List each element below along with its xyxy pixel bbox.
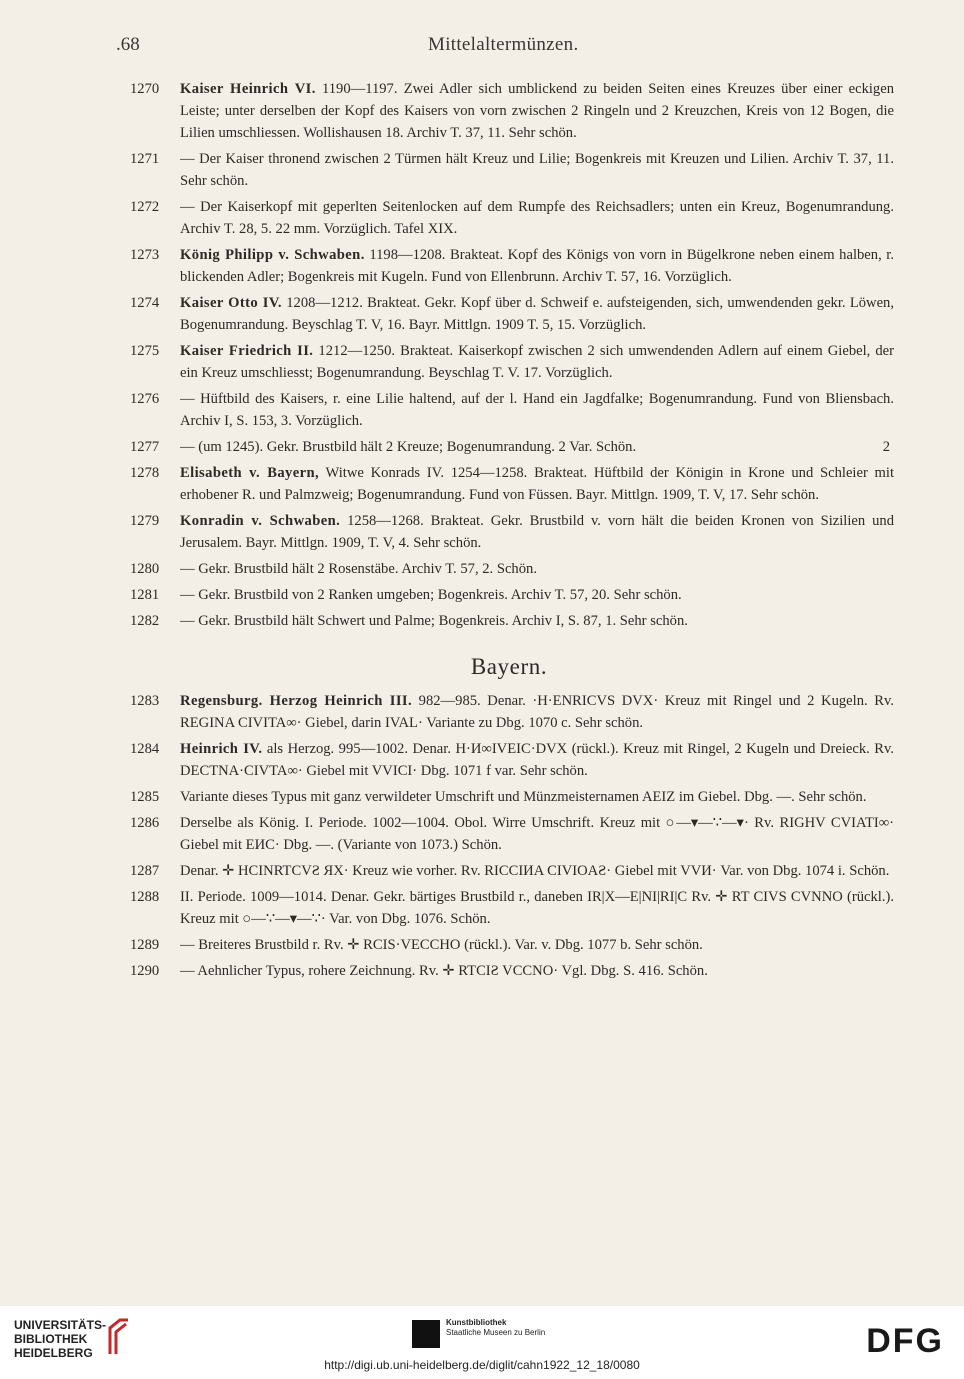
entry-body	[180, 886, 894, 930]
entry-body	[180, 388, 894, 432]
entry-number: 1290	[130, 963, 160, 979]
entry-body	[180, 584, 894, 606]
entry-number: 1282	[130, 613, 160, 629]
entry-body	[180, 558, 894, 580]
catalog-entry	[124, 960, 894, 982]
catalog-entry	[124, 860, 894, 882]
entry-number: 1288	[130, 889, 160, 905]
entry-text: 1198—1208. Brakteat. Kopf des Königs von vorn in Bügelkrone neben einem halben, r. blickenden Adler; Bogenkreis mit Kugeln. Fund von Ellenbrunn. Archiv T. 57, 16. Vorzüglich.	[180, 247, 895, 285]
entry-number: 1271	[130, 151, 160, 167]
entry-text: 982—985. Denar. ·H·ENRICVS DVX· Kreuz mit Ringel und 2 Kugeln. Rv. REGINA CIVITA∞· Giebel, darin IVAL· Variante zu Dbg. 1070 c. Sehr schön.	[180, 693, 894, 731]
entry-text: — Aehnlicher Typus, rohere Zeichnung. Rv. ✛ RTCIƧ VCCNO· Vgl. Dbg. S. 416. Schön.	[180, 963, 708, 979]
catalog-entry	[124, 244, 894, 288]
entry-body	[180, 738, 894, 782]
entry-body	[180, 610, 894, 632]
catalog-entry	[124, 558, 894, 580]
ub-line-2: BIBLIOTHEK	[14, 1332, 88, 1346]
entry-heading: Heinrich IV.	[180, 741, 263, 757]
kb-line-1: Kunstbibliothek	[446, 1318, 507, 1327]
catalog-entry	[124, 934, 894, 956]
entry-text: Variante dieses Typus mit ganz verwildeter Umschrift und Münzmeisternamen AEIZ im Giebel. Dbg. —. Sehr schön.	[180, 789, 867, 805]
entry-number: 1275	[130, 343, 160, 359]
catalog-entry	[124, 812, 894, 856]
catalog-entry	[124, 436, 894, 458]
catalog-entry	[124, 738, 894, 782]
footer-bar	[0, 1306, 964, 1379]
entry-count: 2	[882, 439, 890, 455]
entries-group-b	[124, 690, 894, 982]
entry-body	[180, 78, 894, 144]
entry-heading: König Philipp v. Schwaben.	[180, 247, 365, 263]
kb-line-2: Staatliche Museen zu Berlin	[446, 1328, 546, 1337]
entry-number: 1273	[130, 247, 160, 263]
catalog-entry	[124, 462, 894, 506]
entry-number: 1277	[130, 439, 160, 455]
catalog-entry	[124, 148, 894, 192]
entry-body	[180, 462, 894, 506]
entry-body	[180, 340, 894, 384]
entry-text: II. Periode. 1009—1014. Denar. Gekr. bärtiges Brustbild r., daneben IR|X—E|NI|RI|C Rv. ✛ RT CIVS CVNNO (rückl.). Kreuz mit ○—∵—▾—∵· Var. von Dbg. 1076. Schön.	[180, 889, 894, 927]
entry-number: 1279	[130, 513, 160, 529]
running-head	[110, 34, 890, 60]
entry-number: 1286	[130, 815, 160, 831]
entry-text: 1208—1212. Brakteat. Gekr. Kopf über d. Schweif e. aufsteigenden, sich, umwendenden gekr. Löwen, Bogenumrandung. Beyschlag T. V, 16. Bayr. Mittlgn. 1909 T. 5, 15. Vorzüglich.	[180, 295, 894, 333]
catalog-entry	[124, 340, 894, 384]
entry-body	[180, 148, 894, 192]
catalog-entry	[124, 196, 894, 240]
catalog-entry	[124, 584, 894, 606]
entry-body	[180, 690, 894, 734]
catalog-entry	[124, 786, 894, 808]
entry-body	[180, 934, 894, 956]
section-title: Bayern.	[470, 654, 548, 679]
entry-heading: Elisabeth v. Bayern,	[180, 465, 320, 481]
entry-number: 1289	[130, 937, 160, 953]
entry-heading: Regensburg. Herzog Heinrich III.	[180, 693, 413, 709]
entry-text: — Der Kaiser thronend zwischen 2 Türmen hält Kreuz und Lilie; Bogenkreis mit Kreuzen und Lilien. Archiv T. 37, 11. Sehr schön.	[180, 151, 894, 189]
entry-text: — Der Kaiserkopf mit geperlten Seitenlocken auf dem Rumpfe des Reichsadlers; unten ein Kreuz, Bogenumrandung. Archiv T. 28, 5. 22 mm. Vorzüglich. Tafel XIX.	[180, 199, 894, 237]
entry-text: — (um 1245). Gekr. Brustbild hält 2 Kreuze; Bogenumrandung. 2 Var. Schön.	[180, 439, 637, 455]
catalog-entry	[124, 510, 894, 554]
entry-number: 1287	[130, 863, 160, 879]
entry-text: 1258—1268. Brakteat. Gekr. Brustbild v. vorn hält die beiden Kronen von Sizilien und Jerusalem. Bayr. Mittlgn. 1909, T. V, 4. Sehr schön.	[180, 513, 894, 551]
catalog-entry	[124, 292, 894, 336]
entry-body	[180, 812, 894, 856]
ub-line-1: UNIVERSITÄTS-	[14, 1318, 107, 1332]
catalog-entry	[124, 610, 894, 632]
catalog-entry	[124, 690, 894, 734]
entry-text: 1212—1250. Brakteat. Kaiserkopf zwischen 2 sich umwendenden Adlern auf einem Giebel, der ein Kreuz umschliesst; Bogenumrandung. Beyschlag T. V. 17. Vorzüglich.	[180, 343, 894, 381]
entries-group-a	[124, 78, 894, 632]
entry-text: — Hüftbild des Kaisers, r. eine Lilie haltend, auf der l. Hand ein Jagdfalke; Bogenumrandung. Fund von Bliensbach. Archiv I, S. 153, 3. Vorzüglich.	[180, 391, 894, 429]
entries-list	[124, 78, 894, 986]
entry-body	[180, 292, 894, 336]
entry-text: — Gekr. Brustbild hält 2 Rosenstäbe. Archiv T. 57, 2. Schön.	[180, 561, 537, 577]
entry-number: 1278	[130, 465, 160, 481]
kunstbibliothek-mark-icon	[412, 1320, 440, 1348]
entry-text: — Gekr. Brustbild von 2 Ranken umgeben; Bogenkreis. Archiv T. 57, 20. Sehr schön.	[180, 587, 682, 603]
entry-number: 1284	[130, 741, 160, 757]
entry-text: als Herzog. 995—1002. Denar. H·И∞IVEIC·DVX (rückl.). Kreuz mit Ringel, 2 Kugeln und Dreieck. Rv. DECTNA·CIVTA∞· Giebel mit VVICI· Dbg. 1071 f var. Sehr schön.	[180, 741, 894, 779]
dfg-logo[interactable]: DFG	[866, 1322, 944, 1360]
entry-number: 1274	[130, 295, 160, 311]
entry-number: 1272	[130, 199, 160, 215]
entry-body	[180, 436, 894, 458]
entry-number: 1280	[130, 561, 160, 577]
entry-heading: Kaiser Heinrich VI.	[180, 81, 316, 97]
ub-mark-icon	[106, 1316, 132, 1356]
entry-number: 1270	[130, 81, 160, 97]
entry-body	[180, 196, 894, 240]
entry-number: 1283	[130, 693, 160, 709]
page-number: .68	[116, 34, 140, 55]
entry-number: 1281	[130, 587, 160, 603]
catalog-entry	[124, 388, 894, 432]
ub-heidelberg-logo[interactable]	[14, 1318, 106, 1360]
entry-heading: Kaiser Friedrich II.	[180, 343, 314, 359]
entry-body	[180, 244, 894, 288]
catalog-entry	[124, 78, 894, 144]
entry-text: — Gekr. Brustbild hält Schwert und Palme; Bogenkreis. Archiv I, S. 87, 1. Sehr schön.	[180, 613, 688, 629]
entry-heading: Kaiser Otto IV.	[180, 295, 282, 311]
entry-text: Denar. ✛ HCINRTCVƧ ЯX· Kreuz wie vorher. Rv. RICCIИA CIVIOAƧ· Giebel mit VVИ· Var. von Dbg. 1074 i. Schön.	[180, 863, 890, 879]
entry-text: Witwe Konrads IV. 1254—1258. Brakteat. Hüftbild der Königin in Krone und Schleier mit erhobener R. und Palmzweig; Bogenumrandung. Fund von Füssen. Bayr. Mittlgn. 1909, T. V, 17. Sehr schön.	[180, 465, 895, 503]
entry-text: 1190—1197. Zwei Adler sich umblickend zu beiden Seiten eines Kreuzes über einer eckigen Leiste; unter derselben der Kopf des Kaisers von vorn zwischen 2 Ringeln und 2 Kreuzchen, Kreis von 12 Bogen, die Lilien umschliessen. Wollishausen 18. Archiv T. 37, 11. Sehr schön.	[180, 81, 894, 141]
entry-body	[180, 510, 894, 554]
entry-body	[180, 860, 894, 882]
source-url[interactable]: http://digi.ub.uni-heidelberg.de/diglit/cahn1922_12_18/0080	[324, 1358, 640, 1372]
entry-number: 1276	[130, 391, 160, 407]
catalog-entry	[124, 886, 894, 930]
entry-text: — Breiteres Brustbild r. Rv. ✛ RCIS·VECCHO (rückl.). Var. v. Dbg. 1077 b. Sehr schön.	[180, 937, 703, 953]
page-title: Mittelaltermünzen.	[428, 34, 579, 55]
entry-text: Derselbe als König. I. Periode. 1002—1004. Obol. Wirre Umschrift. Kreuz mit ○—▾—∵—▾· Rv. RIGHV CVIATI∞· Giebel mit EИC· Dbg. —. (Variante von 1073.) Schön.	[180, 815, 894, 853]
entry-heading: Konradin v. Schwaben.	[180, 513, 341, 529]
ub-line-3: HEIDELBERG	[14, 1346, 93, 1360]
entry-number: 1285	[130, 789, 160, 805]
entry-body	[180, 960, 894, 982]
entry-body	[180, 786, 894, 808]
